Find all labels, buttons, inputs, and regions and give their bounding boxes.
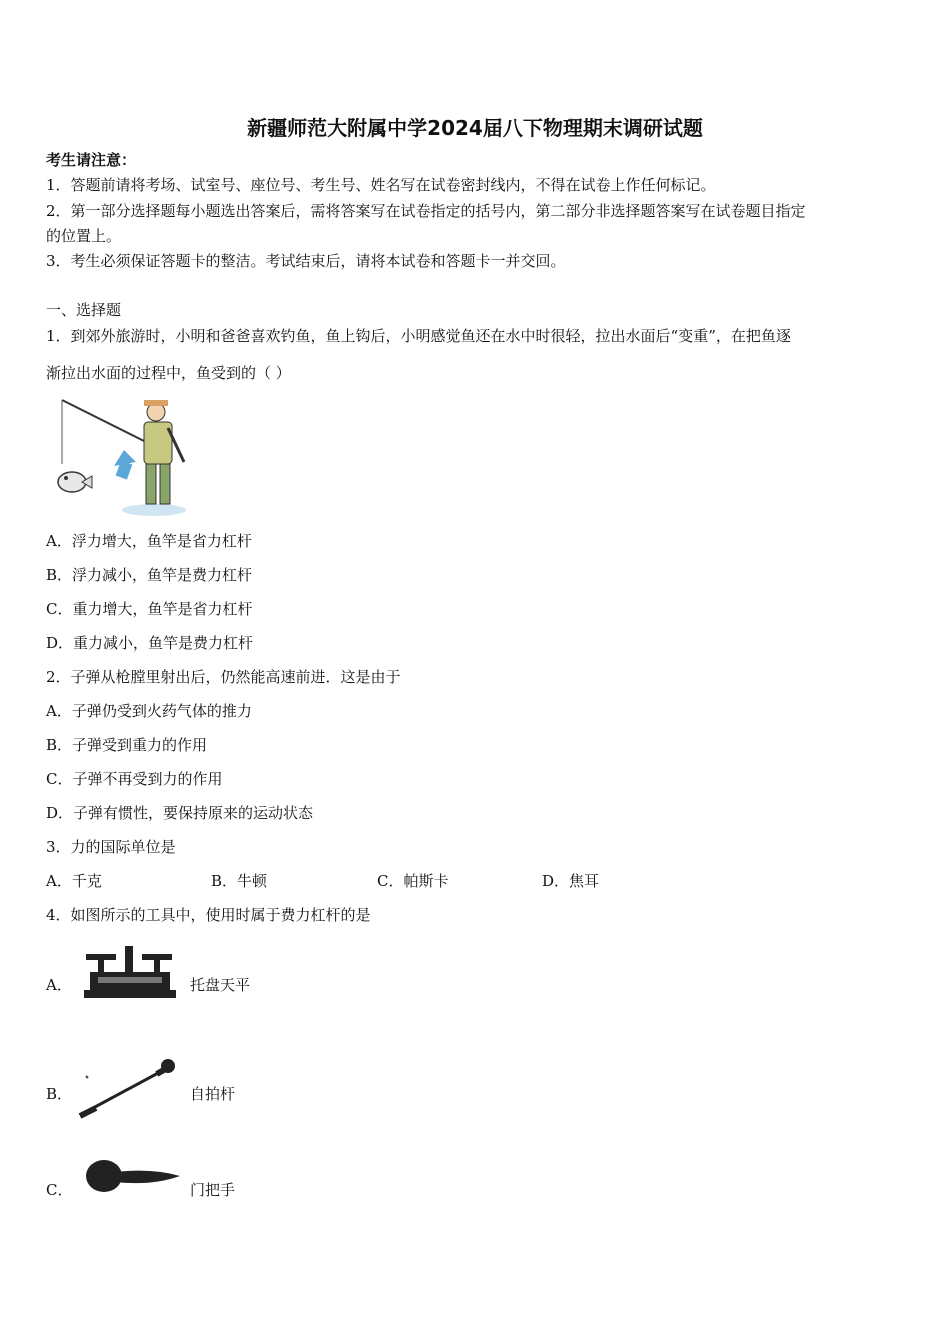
q4-option-label: 门把手 — [190, 1181, 236, 1199]
q4-option-letter: A． — [46, 976, 72, 994]
q4-option-letter: C． — [46, 1181, 73, 1199]
q1-option: A．浮力增大，鱼竿是省力杠杆 — [46, 532, 252, 550]
q4-option-letter: B． — [46, 1085, 73, 1103]
notice-item: 1．答题前请将考场、试室号、座位号、考生号、姓名写在试卷密封线内，不得在试卷上作任何标记。 — [46, 176, 716, 194]
page-title: 新疆师范大附属中学2024届八下物理期末调研试题 — [247, 116, 703, 140]
q3-option: D．焦耳 — [542, 872, 600, 890]
q1-stem: 渐拉出水面的过程中，鱼受到的（ ） — [46, 364, 291, 382]
q3-option: A．千克 — [46, 872, 102, 890]
notice-heading: 考生请注意： — [46, 151, 137, 169]
q2-option: B．子弹受到重力的作用 — [46, 736, 208, 754]
fishing-illustration — [44, 392, 194, 522]
q1-option: D．重力减小，鱼竿是费力杠杆 — [46, 634, 254, 652]
door-handle-icon — [82, 1158, 186, 1198]
q4-option-label: 自拍杆 — [190, 1085, 236, 1103]
q3-option: C．帕斯卡 — [377, 872, 449, 890]
section-heading: 一、选择题 — [46, 301, 122, 319]
q1-option: B．浮力减小，鱼竿是费力杠杆 — [46, 566, 253, 584]
notice-item: 的位置上。 — [46, 227, 122, 245]
q4-option-label: 托盘天平 — [190, 976, 251, 994]
q1-option: C．重力增大，鱼竿是省力杠杆 — [46, 600, 253, 618]
q2-option: A．子弹仍受到火药气体的推力 — [46, 702, 252, 720]
q1-stem: 1．到郊外旅游时，小明和爸爸喜欢钓鱼，鱼上钩后，小明感觉鱼还在水中时很轻，拉出水面后“变重”，在把鱼逐 — [46, 327, 791, 345]
tray-balance-icon — [80, 944, 180, 1006]
selfie-stick-icon — [76, 1056, 182, 1120]
notice-item: 3．考生必须保证答题卡的整洁。考试结束后，请将本试卷和答题卡一并交回。 — [46, 252, 566, 270]
notice-item: 2．第一部分选择题每小题选出答案后，需将答案写在试卷指定的括号内，第二部分非选择题答案写在试卷题目指定 — [46, 202, 806, 220]
q2-option: C．子弹不再受到力的作用 — [46, 770, 223, 788]
q4-stem: 4．如图所示的工具中，使用时属于费力杠杆的是 — [46, 906, 371, 924]
q2-option: D．子弹有惯性，要保持原来的运动状态 — [46, 804, 314, 822]
q2-stem: 2．子弹从枪膛里射出后，仍然能高速前进．这是由于 — [46, 668, 401, 686]
q3-stem: 3．力的国际单位是 — [46, 838, 176, 856]
q3-option: B．牛顿 — [211, 872, 268, 890]
